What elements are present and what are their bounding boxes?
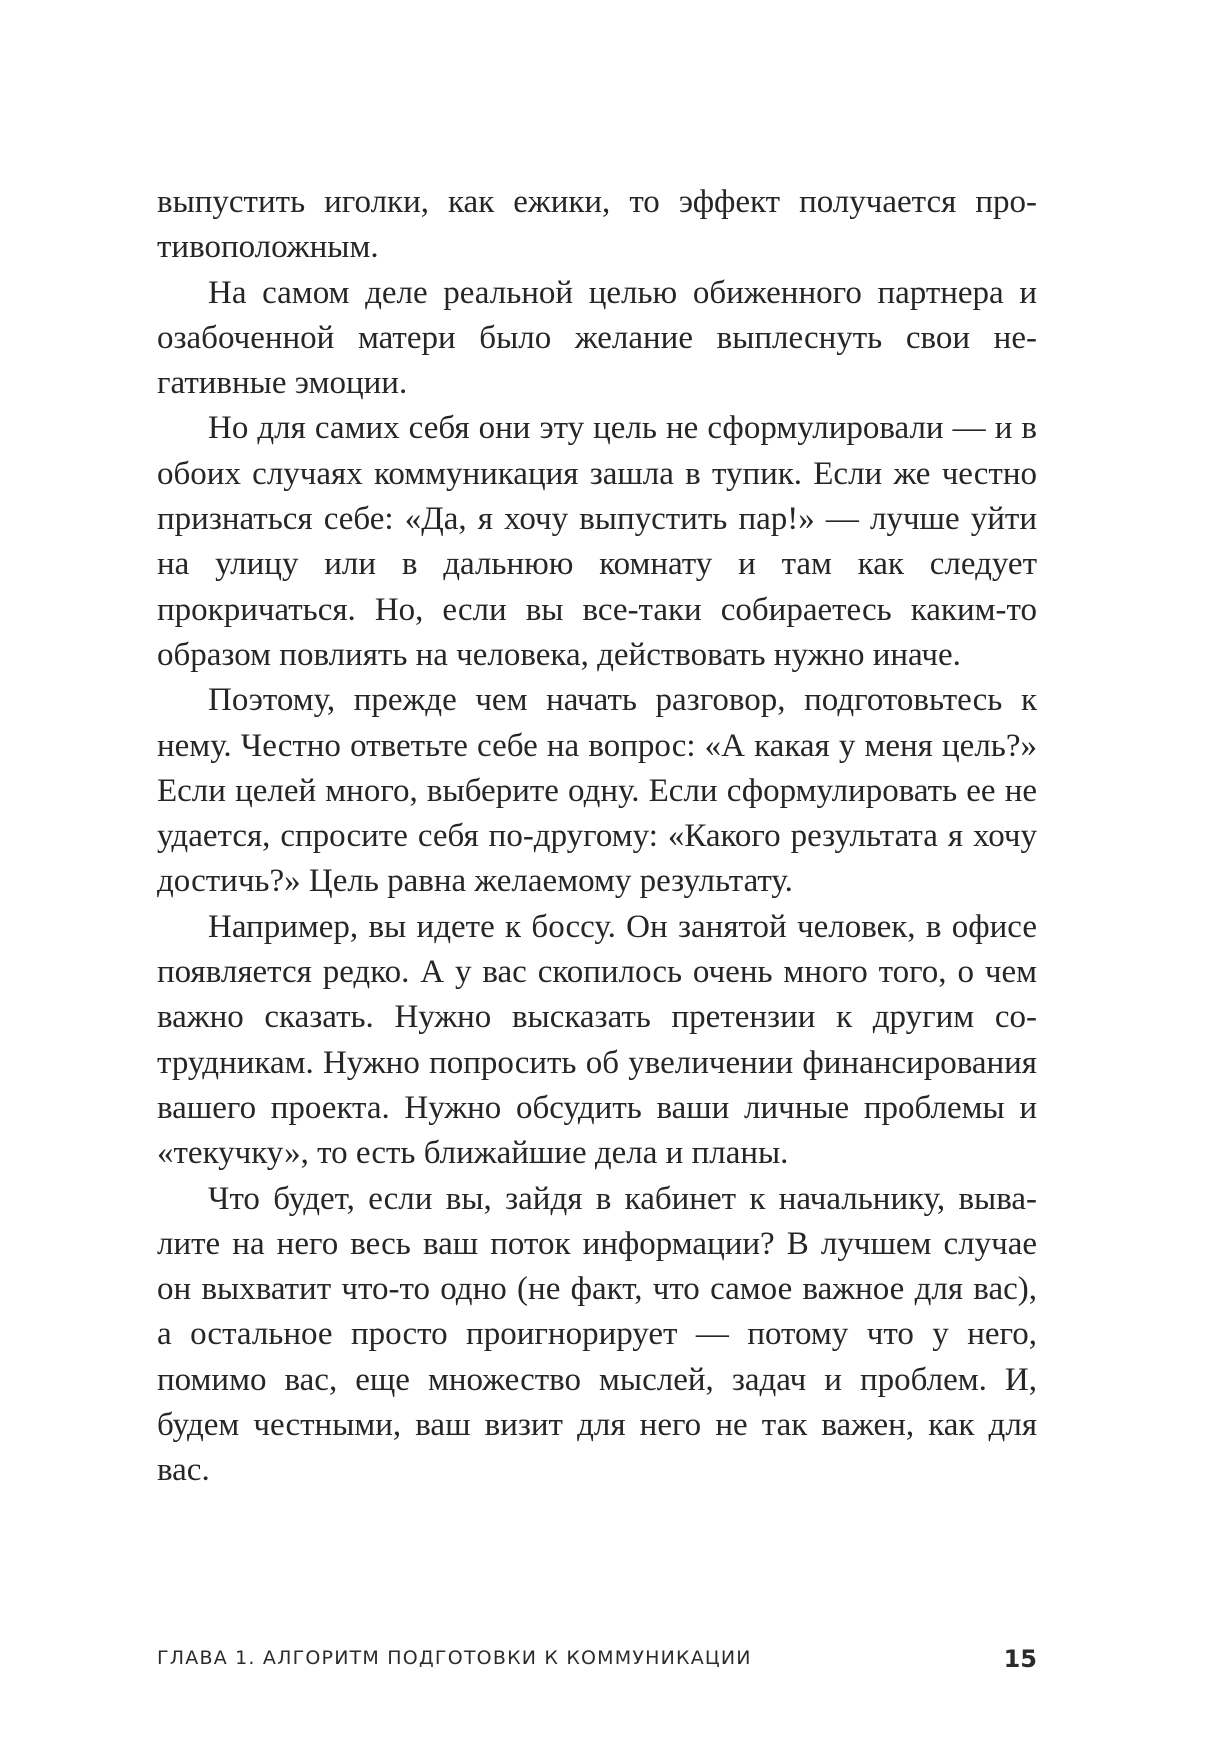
paragraph: На самом деле реальной целью обиженного партнера и озабоченной матери было желание выплеснуть свои негативные эмоции. [157, 274, 1037, 402]
page-body [157, 180, 1037, 1494]
paragraph: Но для самих себя они эту цель не сформулировали — и в обоих случаях коммуникация зашла в тупик. Если же честно признаться себе: «Да, я хочу выпустить пар!» — лучше уйти на улицу или в дальнюю комнату и там как следует прокричаться. Но, если вы все-таки собираетесь каким-то образом повлиять на человека, действовать нужно иначе. [157, 410, 1037, 673]
paragraph: Поэтому, прежде чем начать разговор, подготовьтесь к нему. Честно ответьте себе на вопрос: «А какая у меня цель?» Если целей много, выберите одну. Если сформулировать ее не удается, спросите себя по-другому: «Какого результата я хочу достичь?» Цель равна желаемому результату. [157, 682, 1037, 900]
paragraph: Например, вы идете к боссу. Он занятой человек, в офисе появляется редко. А у вас скопилось очень много того, о чем важно сказать. Нужно высказать претензии к другим сотрудникам. Нужно попросить об увеличении финансирования вашего проекта. Нужно обсудить ваши личные проблемы и «текучку», то есть ближайшие дела и планы. [157, 908, 1037, 1172]
page-footer [157, 1645, 1037, 1675]
paragraph: Что будет, если вы, зайдя в кабинет к начальнику, вывалите на него весь ваш поток информации? В лучшем случае он выхватит что-то одно (не факт, что самое важное для вас), а остальное просто проигнорирует — потому что у него, помимо вас, еще множество мыслей, задач и проблем. И, будем честными, ваш визит для него не так важен, как для вас. [157, 1180, 1037, 1489]
running-head: ГЛАВА 1. АЛГОРИТМ ПОДГОТОВКИ К КОММУНИКАЦИИ [157, 1647, 752, 1669]
page-number: 15 [1003, 1645, 1037, 1673]
paragraph-continuation: выпустить иголки, как ежики, то эффект получается противоположным. [157, 184, 1037, 266]
